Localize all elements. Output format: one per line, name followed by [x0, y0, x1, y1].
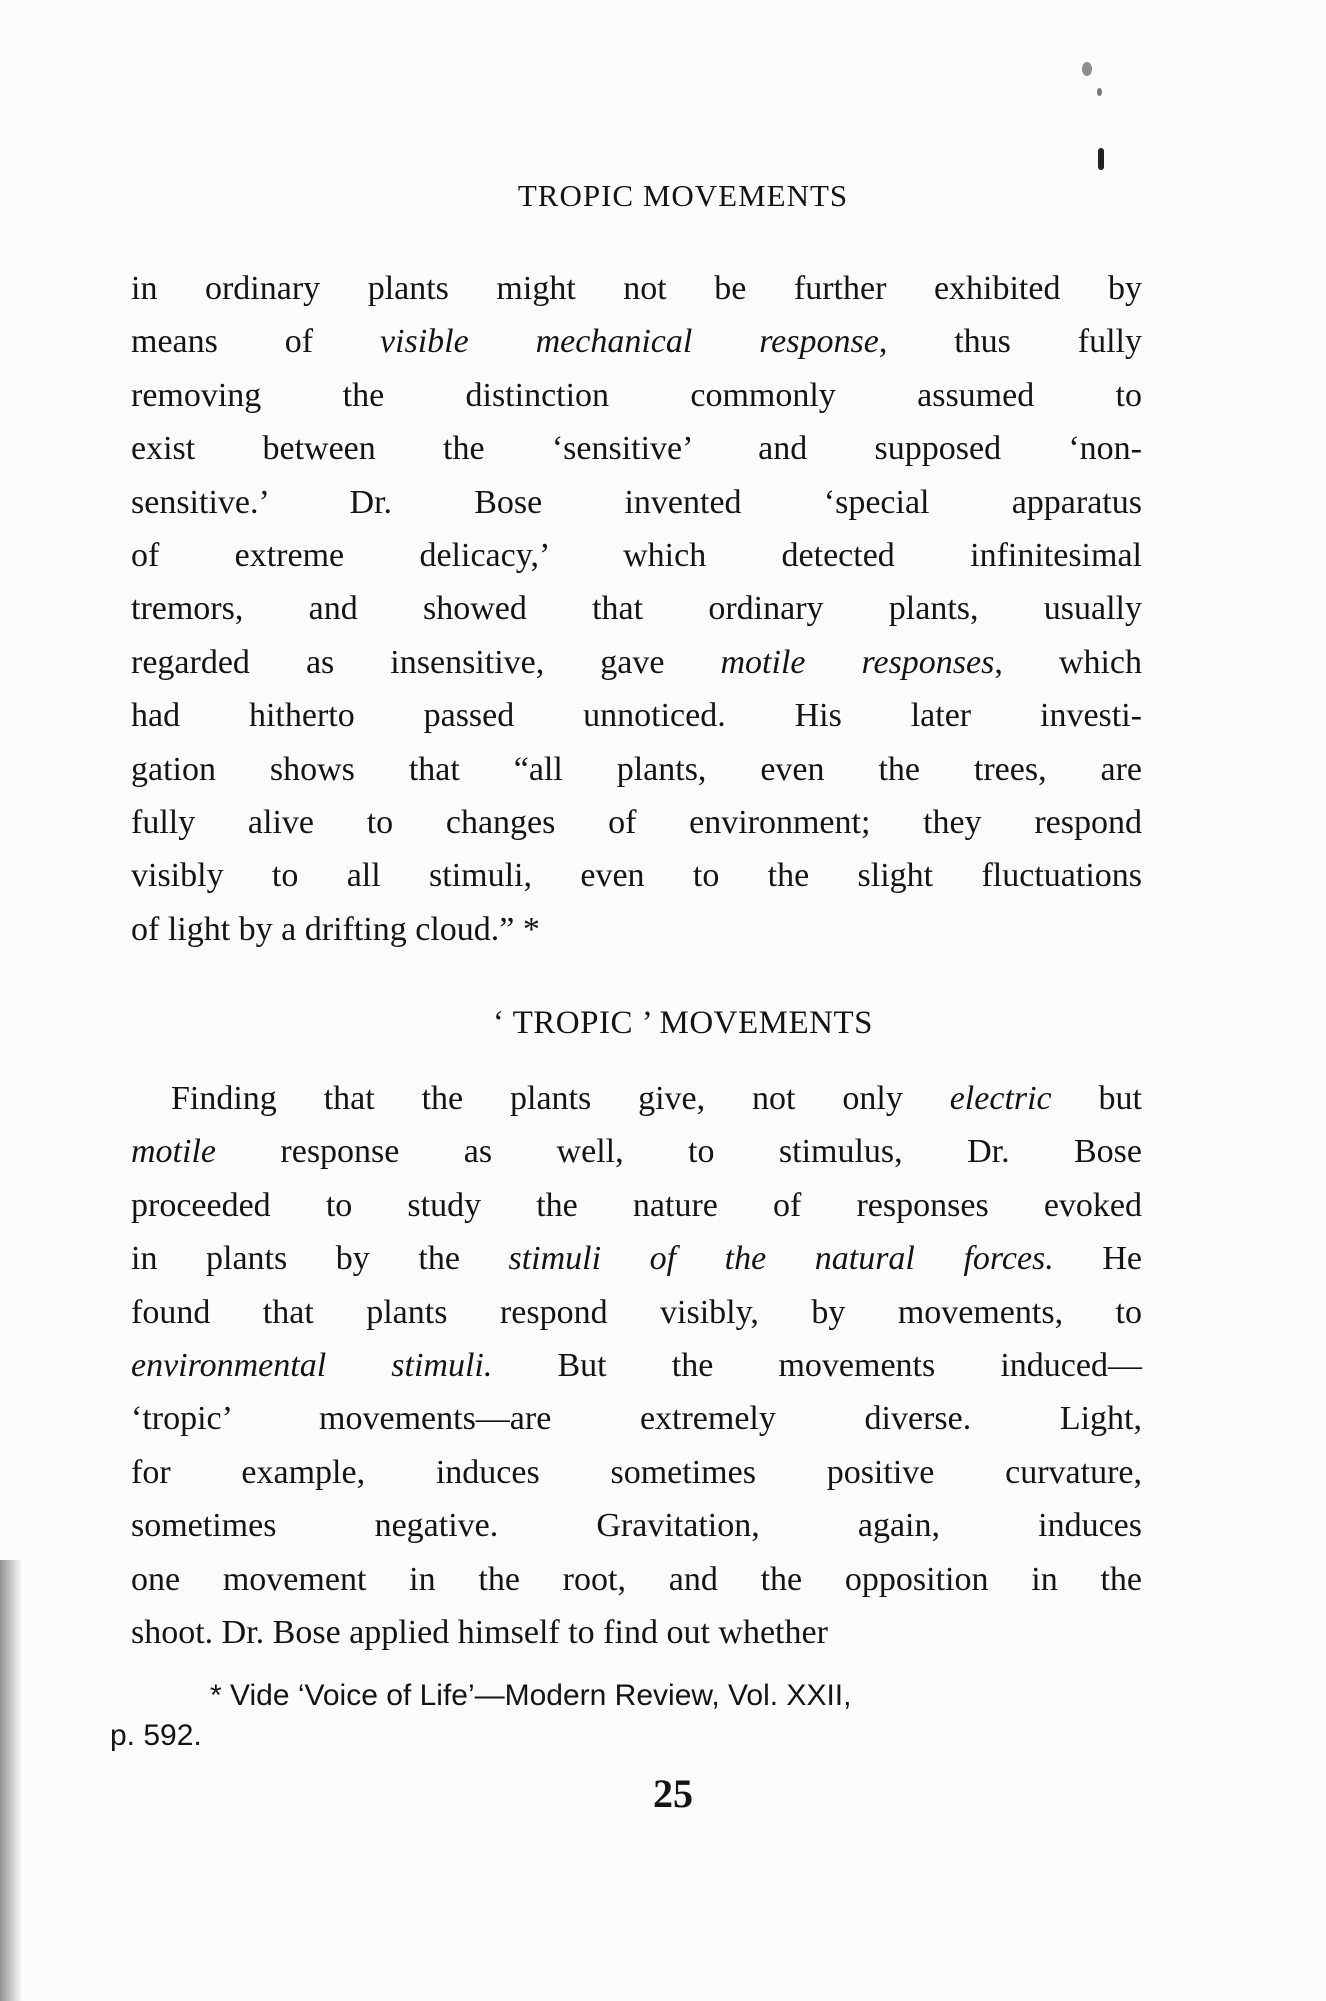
text-line: for example, induces sometimes positive curvature,	[131, 1453, 1142, 1491]
running-head: TROPIC MOVEMENTS	[517, 178, 849, 213]
italic-phrase: motile responses	[720, 643, 995, 681]
text-line: of extreme delicacy,’ which detected infinitesimal	[131, 537, 1142, 575]
text-line: exist between the ‘sensitive’ and supposed ‘non-	[131, 430, 1142, 468]
italic-phrase: motile	[131, 1133, 216, 1171]
ink-speck	[1098, 148, 1104, 170]
text-line: in ordinary plants might not be further exhibited by	[131, 270, 1142, 307]
text-line: gation shows that “all plants, even the trees, are	[131, 750, 1142, 788]
ink-speck	[1082, 62, 1092, 76]
paragraph-1	[131, 262, 1142, 956]
page-number: 25	[653, 1771, 693, 1816]
text-line: removing the distinction commonly assumed to	[131, 376, 1142, 414]
ink-speck	[1097, 88, 1102, 96]
text-line: found that plants respond visibly, by movements, to	[131, 1293, 1142, 1331]
text-line: had hitherto passed unnoticed. His later investi-	[131, 697, 1142, 735]
text-line: shoot. Dr. Bose applied himself to find out whether	[131, 1614, 828, 1652]
section-heading: ‘ TROPIC ’ MOVEMENTS	[492, 1005, 874, 1041]
text-line: fully alive to changes of environment; they respond	[131, 804, 1142, 842]
text-line: of light by a drifting cloud.” *	[131, 910, 540, 948]
footnote-line-1: * Vide ‘Voice of Life’—Modern Review, Vol. XXII,	[210, 1679, 852, 1712]
text-line: in plants by the stimuli of the natural forces. He	[131, 1240, 1142, 1278]
text-line: ‘tropic’ movements—are extremely diverse. Light,	[131, 1400, 1142, 1438]
footnote-line-2: p. 592.	[110, 1719, 202, 1752]
text-line: one movement in the root, and the opposition in the	[131, 1560, 1142, 1598]
text-line: sometimes negative. Gravitation, again, induces	[131, 1507, 1142, 1545]
paragraph-2	[131, 1072, 1142, 1659]
text-line: proceeded to study the nature of responses evoked	[131, 1186, 1142, 1224]
italic-phrase: environmental stimuli.	[131, 1347, 493, 1385]
text-line: Finding that the plants give, not only electric but	[171, 1080, 1142, 1117]
text-line: visibly to all stimuli, even to the slight fluctuations	[131, 857, 1142, 895]
text-line: tremors, and showed that ordinary plants, usually	[131, 590, 1142, 628]
text-line: regarded as insensitive, gave motile responses, which	[131, 643, 1142, 681]
text-line: sensitive.’ Dr. Bose invented ‘special apparatus	[131, 483, 1142, 521]
italic-phrase: stimuli of the natural forces.	[508, 1240, 1054, 1278]
text-line: motile response as well, to stimulus, Dr. Bose	[131, 1133, 1142, 1171]
text-line: environmental stimuli. But the movements induced—	[131, 1347, 1142, 1385]
footnote	[110, 1676, 1140, 1756]
italic-phrase: visible mechanical response	[379, 323, 879, 361]
italic-phrase: electric	[949, 1080, 1052, 1117]
text-line: means of visible mechanical response, thus fully	[131, 323, 1142, 361]
